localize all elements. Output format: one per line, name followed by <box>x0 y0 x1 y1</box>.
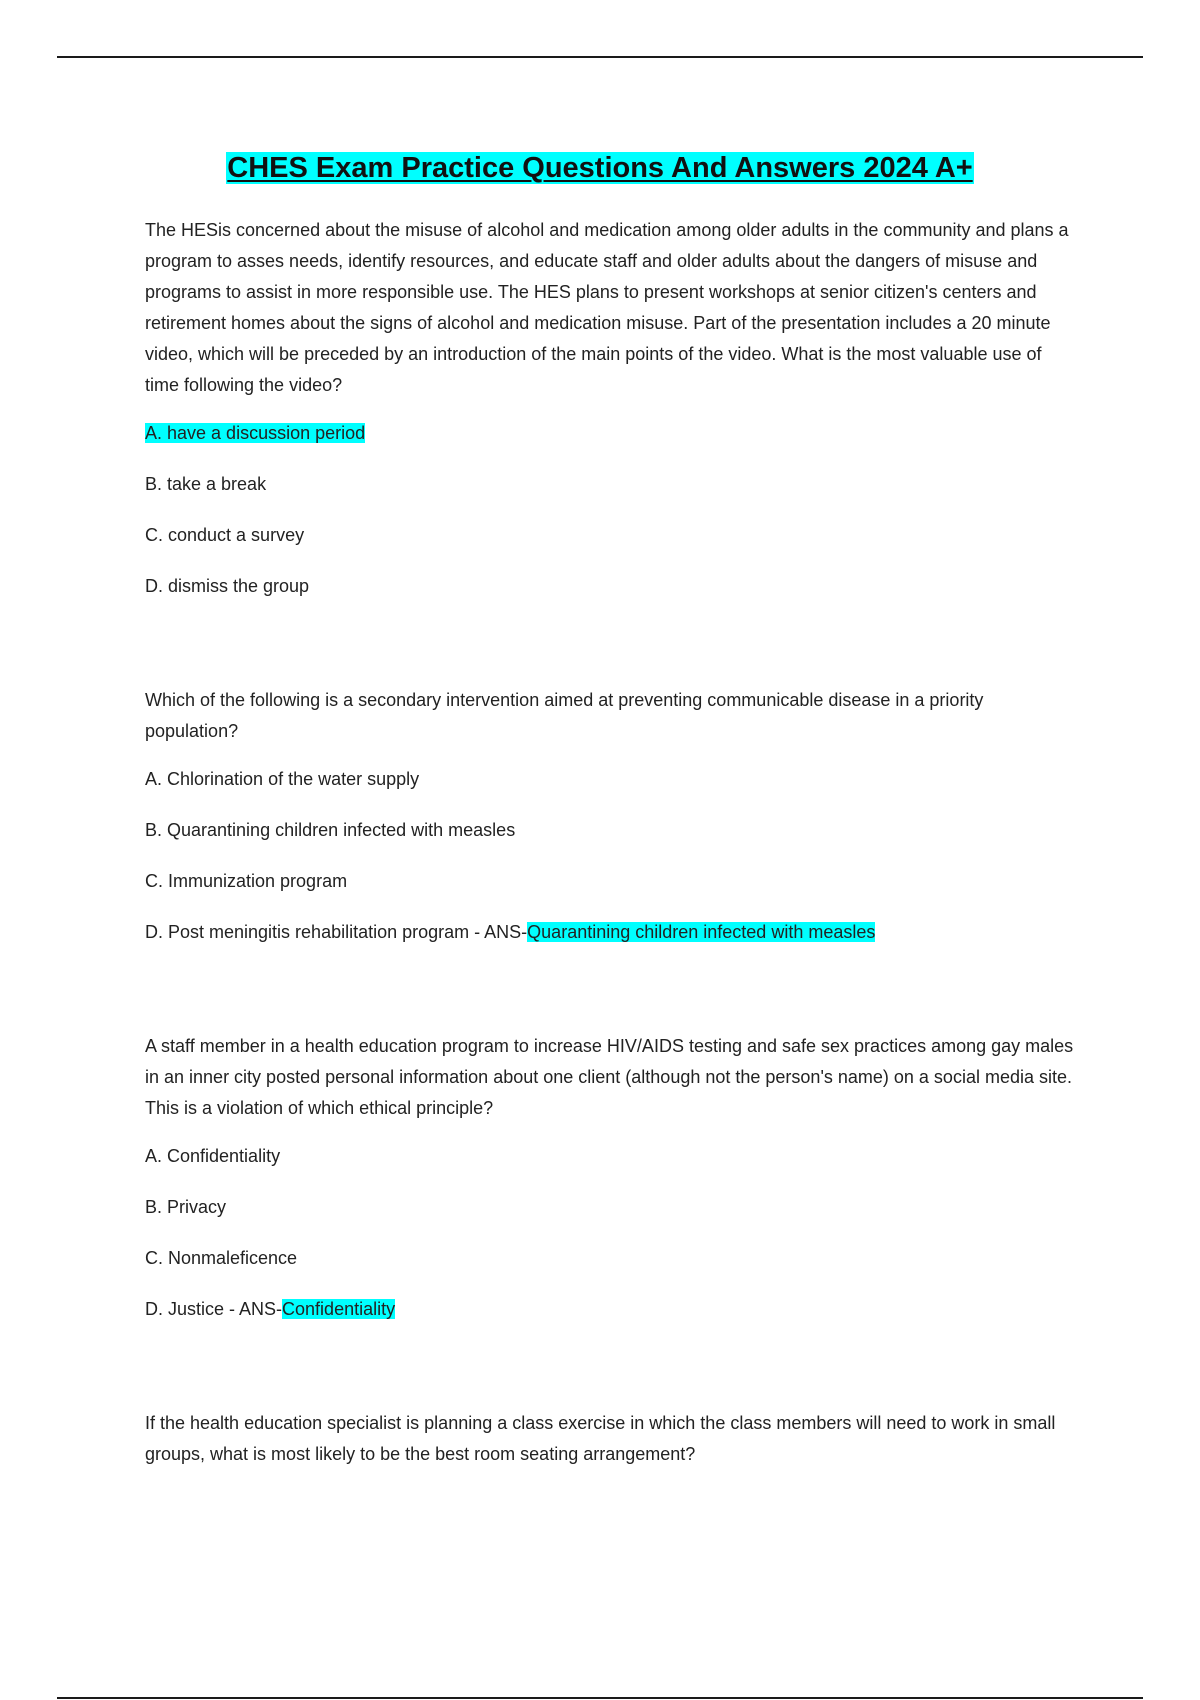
document-body <box>145 215 1080 1487</box>
question-2-text: Which of the following is a secondary intervention aimed at preventing communicable disease in a priority population? <box>145 690 984 741</box>
question-1-option-b: B. take a break <box>145 474 267 494</box>
question-4-text: If the health education specialist is planning a class exercise in which the class members will need to work in small groups, what is most likely to be the best room seating arrangement? <box>145 1413 1056 1464</box>
page-title-text: CHES Exam Practice Questions And Answers 2024 A+ <box>227 152 973 184</box>
question-3-text: A staff member in a health education program to increase HIV/AIDS testing and safe sex practices among gay males in an inner city posted personal information about one client (although not the person's name) on a social media site. This is a violation of which ethical principle? <box>145 1036 1074 1118</box>
question-1-option-c: C. conduct a survey <box>145 525 305 545</box>
spacer <box>145 622 1080 685</box>
question-1-text: The HESis concerned about the misuse of alcohol and medication among older adults in the community and plans a program to asses needs, identify resources, and educate staff and older adults about the dangers of misuse and programs to assist in more responsible use. The HES plans to present workshops at senior citizen's centers and retirement homes about the signs of alcohol and medication misuse. Part of the presentation includes a 20 minute video, which will be preceded by an introduction of the main points of the video. What is the most valuable use of time following the video? <box>145 220 1069 395</box>
question-2-option-d <box>145 917 1080 948</box>
question-2-answer-highlight: Quarantining children infected with measles <box>527 922 876 942</box>
question-3-option-c: C. Nonmaleficence <box>145 1248 298 1268</box>
question-3-option-d <box>145 1294 1080 1325</box>
question-2-option-d-label: D. Post meningitis rehabilitation program - ANS- <box>145 922 528 942</box>
question-1-option-a <box>145 418 1080 449</box>
spacer <box>145 1345 1080 1408</box>
question-2-option-b: B. Quarantining children infected with measles <box>145 820 516 840</box>
header-rule <box>57 56 1143 58</box>
question-2-option-a: A. Chlorination of the water supply <box>145 769 420 789</box>
question-3-option-b: B. Privacy <box>145 1197 227 1217</box>
page-title <box>0 148 1200 188</box>
question-2-option-c: C. Immunization program <box>145 871 348 891</box>
question-3-answer-highlight: Confidentiality <box>282 1299 396 1319</box>
question-3-option-a: A. Confidentiality <box>145 1146 281 1166</box>
footer-rule <box>57 1697 1143 1699</box>
question-1-option-d: D. dismiss the group <box>145 576 310 596</box>
spacer <box>145 968 1080 1031</box>
question-1-answer-highlight: A. have a discussion period <box>145 423 366 443</box>
question-3-option-d-label: D. Justice - ANS- <box>145 1299 283 1319</box>
